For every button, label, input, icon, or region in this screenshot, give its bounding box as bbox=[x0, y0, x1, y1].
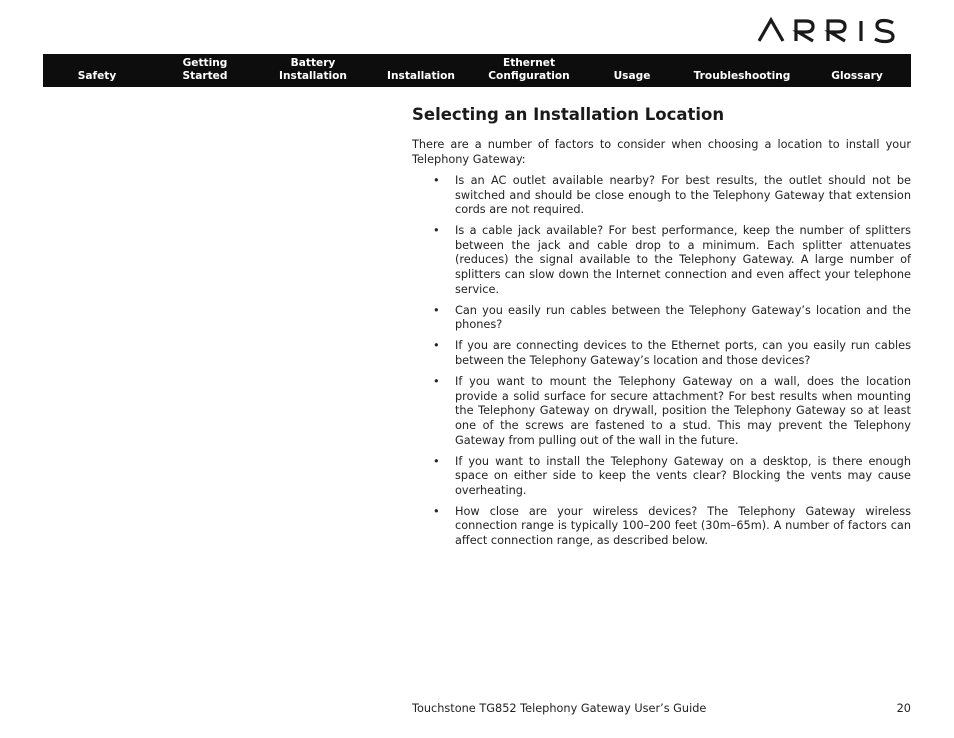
chapter-nav-bar bbox=[43, 54, 911, 87]
list-item bbox=[412, 174, 911, 218]
page-number: 20 bbox=[896, 702, 911, 715]
bullet-marker: • bbox=[433, 375, 440, 389]
bullet-marker: • bbox=[433, 454, 440, 468]
list-item bbox=[412, 505, 911, 549]
section-heading: Selecting an Installation Location bbox=[412, 105, 725, 124]
nav-safety[interactable]: Safety bbox=[77, 69, 117, 82]
list-item bbox=[412, 304, 911, 333]
nav-getting-started[interactable]: Getting Started bbox=[182, 57, 228, 82]
footer-guide-title: Touchstone TG852 Telephony Gateway User’s Guide bbox=[412, 702, 707, 715]
list-item-text: If you want to mount the Telephony Gateway on a wall, does the location provide a solid surface for secure attachment? For best results when mounting the Telephony Gateway on drywall, position the Telephony Gateway so at least one of the screws are fastened to a stud. This may prevent the Telephony Gateway from pulling out of the wall in the future. bbox=[455, 375, 911, 447]
list-item-text: If you want to install the Telephony Gateway on a desktop, is there enough space on either side to keep the vents clear? Blocking the vents may cause overheating. bbox=[455, 454, 911, 497]
bullet-marker: • bbox=[433, 504, 440, 518]
nav-usage[interactable]: Usage bbox=[613, 69, 651, 82]
list-item bbox=[412, 455, 911, 499]
nav-ethernet-configuration[interactable]: Ethernet Configuration bbox=[488, 57, 570, 82]
nav-battery-installation[interactable]: Battery Installation bbox=[279, 57, 347, 82]
nav-troubleshooting[interactable]: Troubleshooting bbox=[693, 69, 791, 82]
main-content bbox=[412, 103, 911, 555]
bullet-marker: • bbox=[433, 224, 440, 238]
list-item-text: Can you easily run cables between the Telephony Gateway’s location and the phones? bbox=[455, 303, 911, 332]
factor-list bbox=[412, 174, 911, 549]
arris-logo bbox=[758, 14, 912, 48]
list-item bbox=[412, 224, 911, 297]
nav-glossary[interactable]: Glossary bbox=[831, 69, 883, 82]
list-item-text: Is an AC outlet available nearby? For best results, the outlet should not be switched and should be close enough to the Telephony Gateway that extension cords are not required. bbox=[455, 174, 911, 217]
bullet-marker: • bbox=[433, 339, 440, 353]
intro-paragraph: There are a number of factors to consider when choosing a location to install your Telephony Gateway: bbox=[412, 138, 911, 166]
list-item-text: How close are your wireless devices? The Telephony Gateway wireless connection range is typically 100–200 feet (30m–65m). A number of factors can affect connection range, as described below. bbox=[455, 504, 911, 548]
bullet-marker: • bbox=[433, 174, 440, 187]
nav-installation[interactable]: Installation bbox=[387, 69, 455, 82]
list-item-text: If you are connecting devices to the Ethernet ports, can you easily run cables between the Telephony Gateway’s location and those devices? bbox=[455, 339, 911, 368]
list-item bbox=[412, 375, 911, 448]
list-item bbox=[412, 339, 911, 368]
list-item-text: Is a cable jack available? For best performance, keep the number of splitters between the jack and cable drop to a minimum. Each splitter attenuates (reduces) the signal available to the Telephony Gateway. A large number of splitters can slow down the Internet connection and even affect your telephone service. bbox=[455, 224, 911, 296]
bullet-marker: • bbox=[433, 303, 440, 317]
